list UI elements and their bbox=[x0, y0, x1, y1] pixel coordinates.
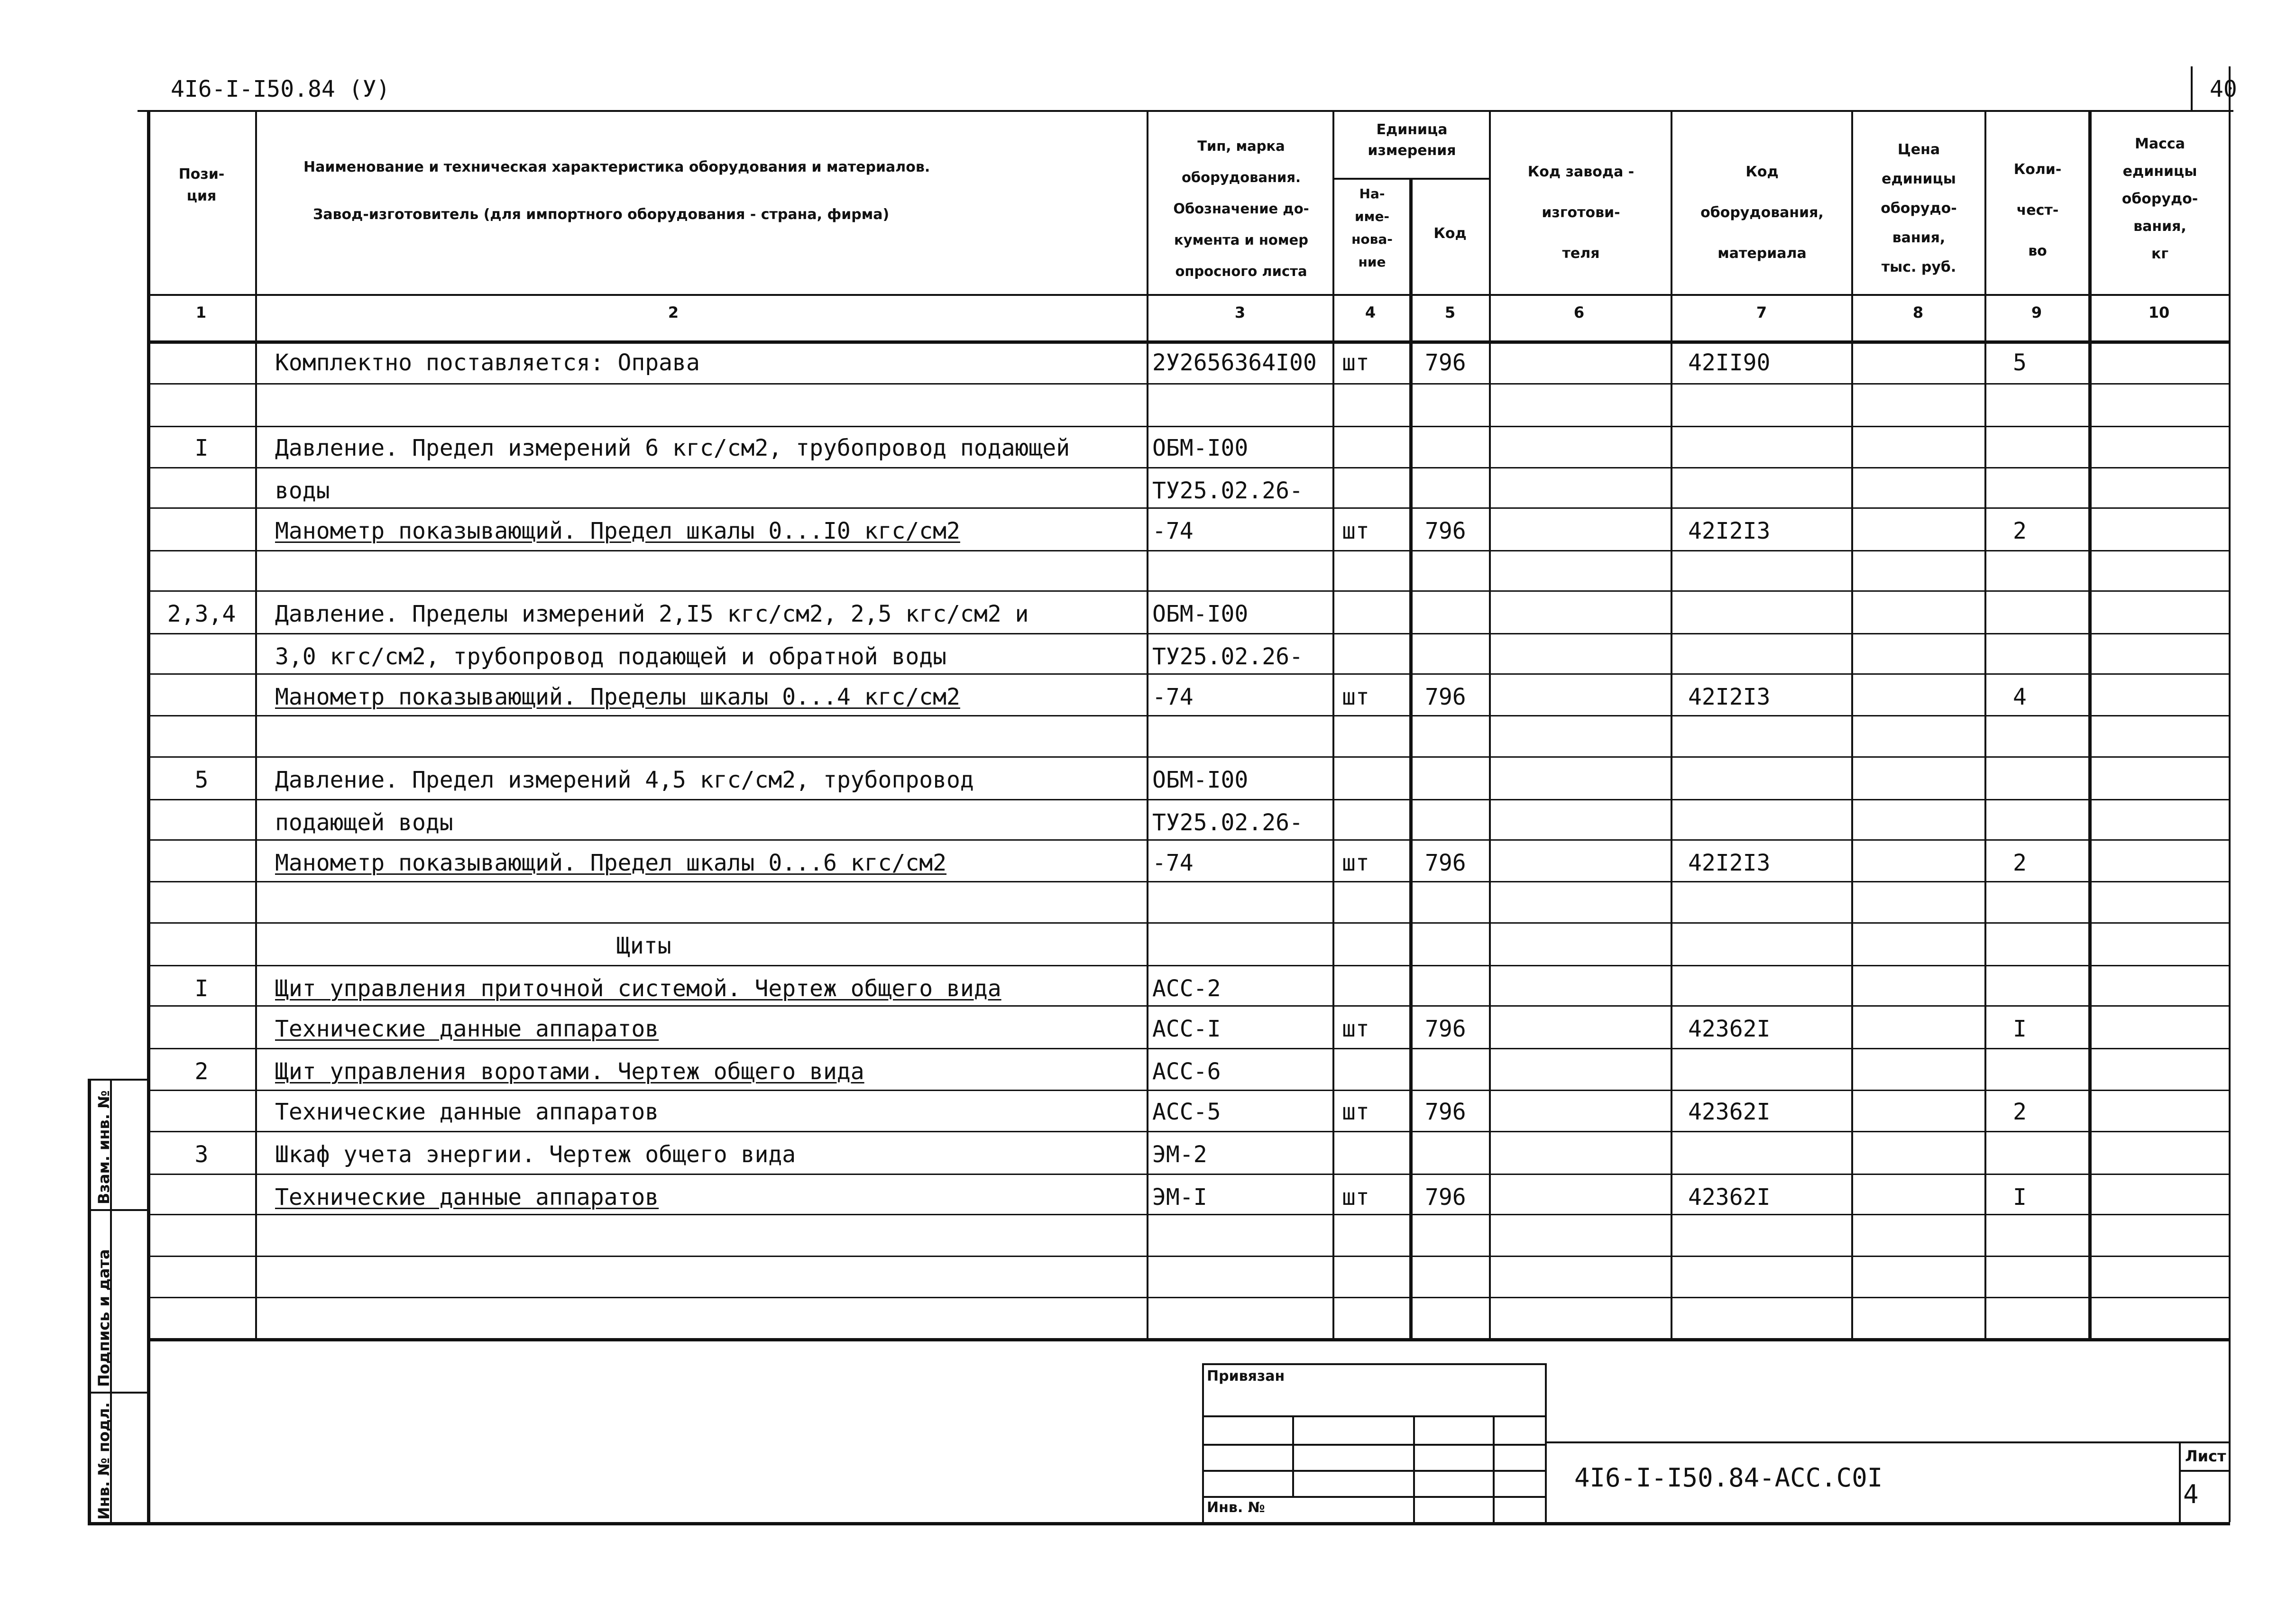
row-type-mark: ЭМ-I bbox=[1152, 1184, 1207, 1211]
column-number-3: 3 bbox=[1234, 303, 1246, 321]
header-type: Тип, марка оборудования. Обозначение до- кумента и номер опросного листа bbox=[1173, 138, 1309, 279]
row-type-mark: АСС-I bbox=[1152, 1016, 1221, 1042]
header-unit-code: Код bbox=[1433, 225, 1467, 242]
row-name: Манометр показывающий. Предел шкалы 0...6 кгс/см2 bbox=[275, 850, 947, 876]
row-quantity: 2 bbox=[2013, 1099, 2027, 1125]
row-type-mark: ОБМ-I00 bbox=[1152, 601, 1249, 627]
stamp-linked-label: Привязан bbox=[1207, 1368, 1285, 1385]
row-unit-code: 796 bbox=[1425, 684, 1466, 710]
row-type-mark: -74 bbox=[1152, 850, 1194, 876]
row-equipment-code: 42362I bbox=[1688, 1016, 1771, 1042]
row-name: Давление. Предел измерений 4,5 кгс/см2, трубопровод bbox=[275, 767, 974, 793]
row-position: 3 bbox=[194, 1141, 209, 1168]
header-unit-mass: Масса единицы оборудо- вания, кг bbox=[2122, 136, 2198, 262]
row-quantity: 2 bbox=[2013, 518, 2027, 544]
header-name-line2: Завод-изготовитель (для импортного оборудования - страна, фирма) bbox=[313, 206, 890, 223]
row-name: Технические данные аппаратов bbox=[275, 1184, 659, 1211]
side-label-signature: Подпись и дата bbox=[95, 1249, 113, 1387]
row-type-mark: ТУ25.02.26- bbox=[1152, 477, 1303, 504]
row-name: Комплектно поставляется: Оправа bbox=[275, 349, 700, 376]
stamp-inventory-label: Инв. № bbox=[1207, 1499, 1265, 1516]
row-name: Технические данные аппаратов bbox=[275, 1099, 659, 1125]
document-code-bottom: 4I6-I-I50.84-АСС.С0I bbox=[1574, 1463, 1883, 1493]
row-position: I bbox=[194, 975, 209, 1002]
header-equipment-code: Код оборудования, материала bbox=[1700, 164, 1824, 262]
row-unit-name: шт bbox=[1342, 349, 1369, 376]
row-name: Шкаф учета энергии. Чертеж общего вида bbox=[275, 1141, 796, 1168]
row-name: Давление. Пределы измерений 2,I5 кгс/см2, 2,5 кгс/см2 и bbox=[275, 601, 1029, 627]
sheet-label: Лист bbox=[2185, 1447, 2226, 1465]
row-type-mark: АСС-6 bbox=[1152, 1058, 1221, 1085]
row-type-mark: АСС-2 bbox=[1152, 975, 1221, 1002]
row-quantity: 5 bbox=[2013, 349, 2027, 376]
row-unit-code: 796 bbox=[1425, 1016, 1466, 1042]
row-quantity: 2 bbox=[2013, 850, 2027, 876]
row-position: 2 bbox=[194, 1058, 209, 1085]
row-name: Давление. Предел измерений 6 кгс/см2, трубопровод подающей bbox=[275, 435, 1070, 461]
document-code: 4I6-I-I50.84 (У) bbox=[171, 76, 390, 102]
column-number-4: 4 bbox=[1365, 303, 1376, 321]
sheet-number-corner: 40 bbox=[2210, 76, 2237, 102]
row-quantity: I bbox=[2013, 1184, 2027, 1211]
row-name: подающей воды bbox=[275, 809, 453, 836]
row-equipment-code: 42362I bbox=[1688, 1184, 1771, 1211]
side-label-replacement: Взам. инв. № bbox=[95, 1090, 113, 1204]
row-name: Манометр показывающий. Пределы шкалы 0...4 кгс/см2 bbox=[275, 684, 960, 710]
row-equipment-code: 42362I bbox=[1688, 1099, 1771, 1125]
header-position: Пози- ция bbox=[178, 166, 225, 204]
side-label-inventory: Инв. № подл. bbox=[95, 1402, 113, 1520]
row-unit-code: 796 bbox=[1425, 850, 1466, 876]
row-name: воды bbox=[275, 477, 330, 504]
column-number-1: 1 bbox=[195, 303, 207, 321]
column-number-10: 10 bbox=[2148, 303, 2170, 321]
row-unit-name: шт bbox=[1342, 684, 1369, 710]
row-equipment-code: 42I2I3 bbox=[1688, 684, 1771, 710]
row-unit-name: шт bbox=[1342, 1099, 1369, 1125]
row-type-mark: 2У2656364I00 bbox=[1152, 349, 1317, 376]
row-quantity: I bbox=[2013, 1016, 2027, 1042]
row-type-mark: ОБМ-I00 bbox=[1152, 435, 1249, 461]
row-type-mark: ОБМ-I00 bbox=[1152, 767, 1249, 793]
column-number-2: 2 bbox=[668, 303, 679, 321]
row-unit-code: 796 bbox=[1425, 1099, 1466, 1125]
column-number-7: 7 bbox=[1756, 303, 1767, 321]
header-unit-price: Цена единицы оборудо- вания, тыс. руб. bbox=[1881, 141, 1957, 275]
column-number-9: 9 bbox=[2031, 303, 2042, 321]
header-quantity: Коли- чест- во bbox=[2013, 161, 2062, 259]
row-equipment-code: 42I2I3 bbox=[1688, 518, 1771, 544]
header-unit-group: Единица измерения bbox=[1368, 121, 1456, 159]
row-position: 5 bbox=[194, 767, 209, 793]
row-unit-name: шт bbox=[1342, 518, 1369, 544]
row-type-mark: ТУ25.02.26- bbox=[1152, 643, 1303, 670]
row-name: Щит управления воротами. Чертеж общего вида bbox=[275, 1058, 864, 1085]
row-unit-name: шт bbox=[1342, 1016, 1369, 1042]
column-number-6: 6 bbox=[1573, 303, 1585, 321]
row-name: Щит управления приточной системой. Чертеж общего вида bbox=[275, 975, 1001, 1002]
row-type-mark: ТУ25.02.26- bbox=[1152, 809, 1303, 836]
row-name: Технические данные аппаратов bbox=[275, 1016, 659, 1042]
row-equipment-code: 42I2I3 bbox=[1688, 850, 1771, 876]
row-type-mark: ЭМ-2 bbox=[1152, 1141, 1207, 1168]
row-type-mark: -74 bbox=[1152, 684, 1194, 710]
header-factory-code: Код завода - изготови- теля bbox=[1527, 164, 1635, 262]
column-number-8: 8 bbox=[1912, 303, 1924, 321]
header-name-line1: Наименование и техническая характеристика оборудования и материалов. bbox=[303, 159, 930, 175]
row-equipment-code: 42II90 bbox=[1688, 349, 1771, 376]
row-name: Манометр показывающий. Предел шкалы 0...I0 кгс/см2 bbox=[275, 518, 960, 544]
row-type-mark: АСС-5 bbox=[1152, 1099, 1221, 1125]
row-unit-name: шт bbox=[1342, 850, 1369, 876]
row-unit-code: 796 bbox=[1425, 349, 1466, 376]
row-position: I bbox=[194, 435, 209, 461]
header-unit-name: На- име- нова- ние bbox=[1351, 186, 1393, 270]
row-type-mark: -74 bbox=[1152, 518, 1194, 544]
row-name: Щиты bbox=[616, 933, 671, 959]
row-position: 2,3,4 bbox=[167, 601, 236, 627]
row-quantity: 4 bbox=[2013, 684, 2027, 710]
column-number-5: 5 bbox=[1444, 303, 1456, 321]
row-name: 3,0 кгс/см2, трубопровод подающей и обратной воды bbox=[275, 643, 947, 670]
sheet-number: 4 bbox=[2183, 1479, 2199, 1509]
row-unit-code: 796 bbox=[1425, 1184, 1466, 1211]
row-unit-code: 796 bbox=[1425, 518, 1466, 544]
row-unit-name: шт bbox=[1342, 1184, 1369, 1211]
